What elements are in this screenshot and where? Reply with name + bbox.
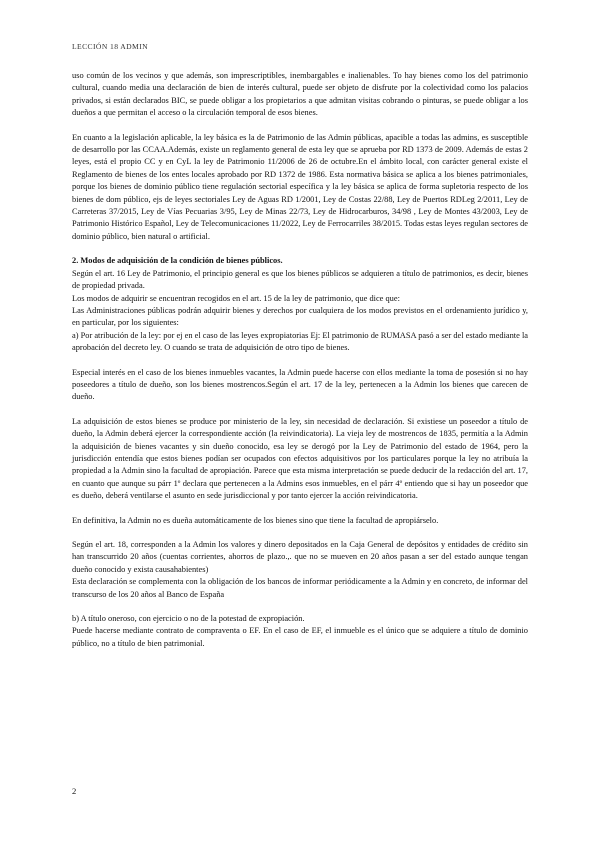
paragraph: En definitiva, la Admin no es dueña automáticamente de los bienes sino que tiene la facultad de apropiárselo. [72, 515, 439, 525]
paragraph: Las Administraciones públicas podrán adquirir bienes y derechos por cualquiera de los modos previstos en el ordenamiento jurídico y, en particular, por los siguientes: [72, 305, 528, 328]
paragraph: En cuanto a la legislación aplicable, la ley básica es la de Patrimonio de las Admin públicas, apacible a todas las admins, es susceptible de desarrollo por las CCAA.Además, existe un reglamento general de esta ley que se aprueba por RD 1373 de 2009. Además de estas 2 leyes, está el propio CC y en CyL la ley de Patrimonio 11/2006 de 26 de octubre.En el ámbito local, con carácter general existe el Reglamento de bienes de los entes locales aprobado por RD 1372 de 1986. Esta normativa básica se aplica a los bienes patrimoniales, porque los bienes de dominio público tiene regulación sectorial específica y la ley básica se aplica de forma supletoria respecto de los bienes de dom público, ejs de leyes sectoriales Ley de Aguas RD 1/2001, Ley de Costas 22/88, Ley de Puertos RDLeg 2/2011, Ley de Carreteras 37/2015, Ley de Vías Pecuarias 3/95, Ley de Minas 22/73, Ley de Hidrocarburos, 34/98 , Ley de Montes 43/2003, Ley de Patrimonio Histórico Español, Ley de Telecomunicaciones 11/2022, Ley de Ferrocarriles 38/2015. Todas estas leyes regulan sectores de dominio público, bien natural o artificial. [72, 132, 528, 241]
paragraph: Puede hacerse mediante contrato de compraventa o EF. En el caso de EF, el inmueble es el único que se adquiere a título de dominio público, no a título de bien patrimonial. [72, 626, 528, 648]
paragraph: La adquisición de estos bienes se produce por ministerio de la ley, sin necesidad de declaración. Si existiese un poseedor a título de dueño, la Admin deberá ejercer la correspondiente acción (la reivindicatoria). La vieja ley de mostrencos de 1835, permitía a la Admin la adquisición de bienes vacantes y sin dueño conocido, esa ley se derogó por la Ley de Patrimonio del estado de 1964, pero la jurisdicción entendía que estos bienes podían ser ocupados con efectos adquisitivos por los particulares porque la ley no atribuía la propiedad a la Admin sino la facultad de apropiación. Parece que esta misma interpretación se puede deducir de la redacción del art. 17, en cuanto que aunque su párr 1º declara que pertenecen a la Admins esos inmuebles, en el párr 4º entiendo que si hay un poseedor que es dueño, deberá ventilarse el asunto en sede jurisdiccional y por tanto ejercer la acción reivindicatoria. [72, 416, 528, 501]
page-number: 2 [72, 786, 77, 796]
paragraph: a) Por atribución de la ley: por ej en el caso de las leyes expropiatorias Ej: El patrimonio de RUMASA pasó a ser del estado mediante la aprobación del decreto ley. O cuando se trata de adquisición de otro tipo de bienes. [72, 330, 528, 353]
paragraph: Especial interés en el caso de los bienes inmuebles vacantes, la Admin puede hacerse con ellos mediante la toma de posesión si no hay poseedores a título de dueño, son los bienes mostrencos.Según el art. 17 de la ley, pertenecen a la Admin los bienes que carecen de dueño. [72, 367, 528, 402]
paragraph: uso común de los vecinos y que además, son imprescriptibles, inembargables e inalienables. To hay bienes como los del patrimonio cultural, cuando media una declaración de bien de interés cultural, puede ser objeto de disfrute por la colectividad como los palacios privados, si están declarados BIC, se puede obligar a los propietarios a que admitan visitas cobrando o pinturas, se puede obligar a los dueños a que permitan el acceso o la circulación temporal de esos bienes. [72, 71, 528, 118]
running-header: LECCIÓN 18 ADMIN [72, 42, 149, 51]
paragraph: Según el art. 18, corresponden a la Admin los valores y dinero depositados en la Caja General de depósitos y entidades de crédito sin han transcurrido 20 años (cuentas corrientes, ahorros de plazo.,. que no se mueven en 20 años pasan a ser del estado aunque tengan dueño conocido y exista causahabientes) [72, 540, 528, 574]
section-heading: 2. Modos de adquisición de la condición de bienes públicos. [72, 256, 283, 266]
document-body [72, 70, 528, 650]
paragraph: Esta declaración se complementa con la obligación de los bancos de informar periódicamente a la Admin y en concreto, de informar del transcurso de los 20 años al Banco de España [72, 577, 528, 599]
paragraph: b) A título oneroso, con ejercicio o no de la potestad de expropiación. [72, 614, 305, 624]
paragraph: Según el art. 16 Ley de Patrimonio, el principio general es que los bienes públicos se adquieren a título de patrimonios, es decir, bienes de propiedad privada. [72, 268, 528, 291]
paragraph: Los modos de adquirir se encuentran recogidos en el art. 15 de la ley de patrimonio, que dice que: [72, 293, 400, 303]
